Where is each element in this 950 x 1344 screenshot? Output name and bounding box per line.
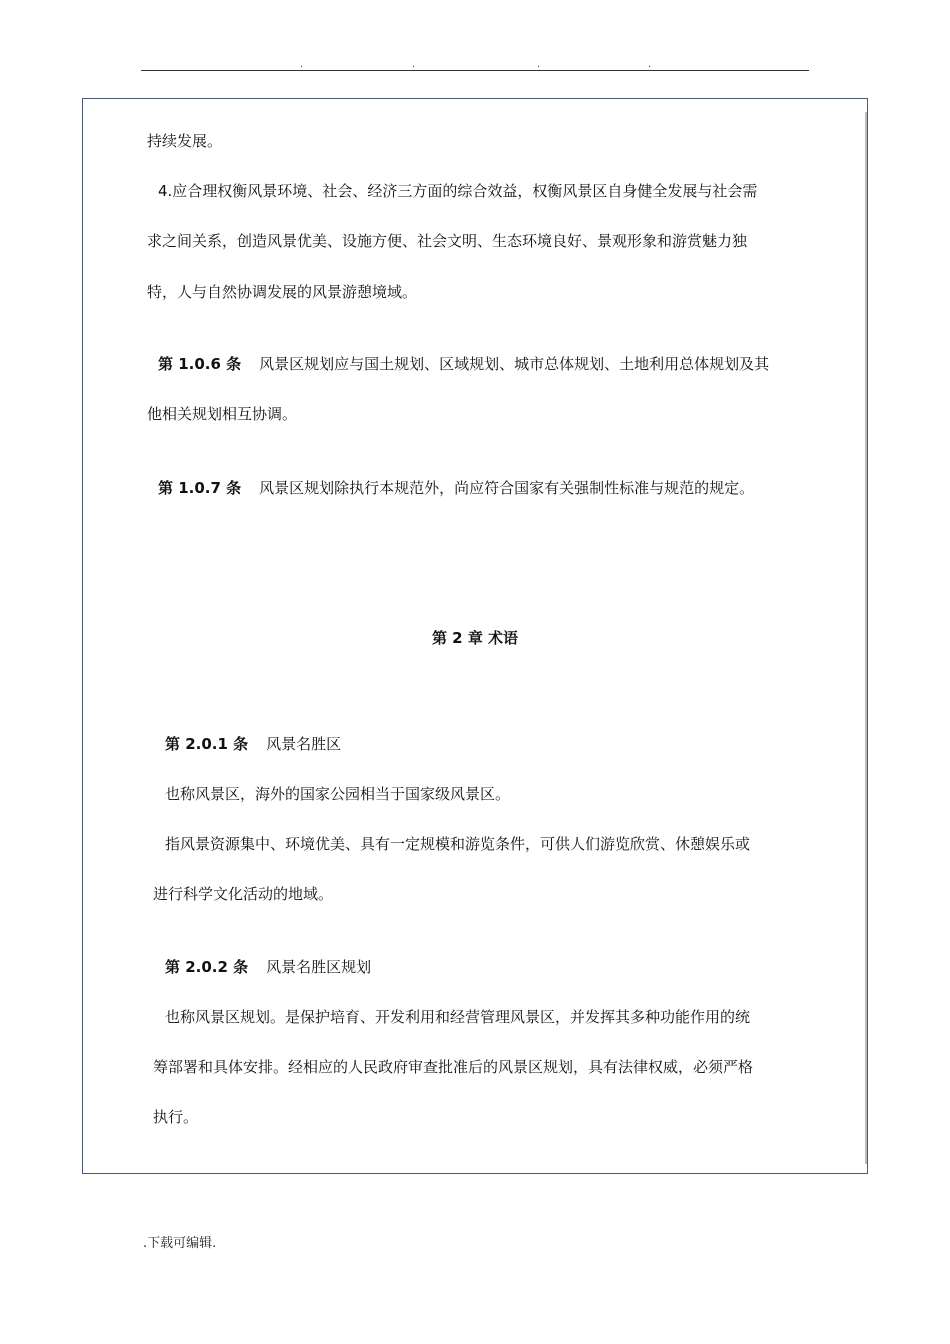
article-number: 第 1.0.6 条 bbox=[158, 355, 242, 373]
paragraph-line: 持续发展。 bbox=[147, 132, 223, 150]
article-text: 风景区规划应与国土规划、区域规划、城市总体规划、土地利用总体规划及其 bbox=[259, 355, 770, 373]
article-number: 第 2.0.2 条 bbox=[165, 958, 249, 976]
paragraph-line: 他相关规划相互协调。 bbox=[147, 405, 298, 423]
article-text: 风景区规划除执行本规范外，尚应符合国家有关强制性标准与规范的规定。 bbox=[259, 479, 755, 497]
paragraph-line: 指风景资源集中、环境优美、具有一定规模和游览条件，可供人们游览欣赏、休憩娱乐或 bbox=[165, 835, 751, 853]
footer-note: .下载可编辑. bbox=[143, 1236, 217, 1251]
paragraph-line: 筹部署和具体安排。经相应的人民政府审查批准后的风景区规划，具有法律权威，必须严格 bbox=[153, 1058, 754, 1076]
header-dot: . bbox=[300, 59, 304, 70]
header-dot: . bbox=[648, 59, 652, 70]
paragraph-line: 特，人与自然协调发展的风景游憩境域。 bbox=[147, 283, 418, 301]
article-1-0-6 bbox=[158, 354, 769, 374]
header-dot: . bbox=[537, 59, 541, 70]
chapter-title: 第 2 章 术语 bbox=[431, 629, 519, 647]
article-number: 第 2.0.1 条 bbox=[165, 735, 249, 753]
paragraph-line: 4.应合理权衡风景环境、社会、经济三方面的综合效益，权衡风景区自身健全发展与社会需 bbox=[158, 182, 758, 200]
article-2-0-2 bbox=[165, 957, 371, 977]
article-2-0-1 bbox=[165, 734, 341, 754]
term-name: 风景名胜区规划 bbox=[266, 958, 372, 976]
paragraph-line: 也称风景区，海外的国家公园相当于国家级风景区。 bbox=[165, 785, 511, 803]
paragraph-line: 进行科学文化活动的地域。 bbox=[153, 885, 334, 903]
paragraph-line: 求之间关系，创造风景优美、设施方便、社会文明、生态环境良好、景观形象和游赏魅力独 bbox=[147, 232, 748, 250]
paragraph-line: 也称风景区规划。是保护培育、开发利用和经营管理风景区，并发挥其多种功能作用的统 bbox=[165, 1008, 751, 1026]
header-rule bbox=[141, 70, 809, 71]
article-number: 第 1.0.7 条 bbox=[158, 479, 242, 497]
term-name: 风景名胜区 bbox=[266, 735, 342, 753]
header-dot: . bbox=[412, 59, 416, 70]
paragraph-line: 执行。 bbox=[153, 1108, 199, 1126]
article-1-0-7 bbox=[158, 478, 754, 498]
